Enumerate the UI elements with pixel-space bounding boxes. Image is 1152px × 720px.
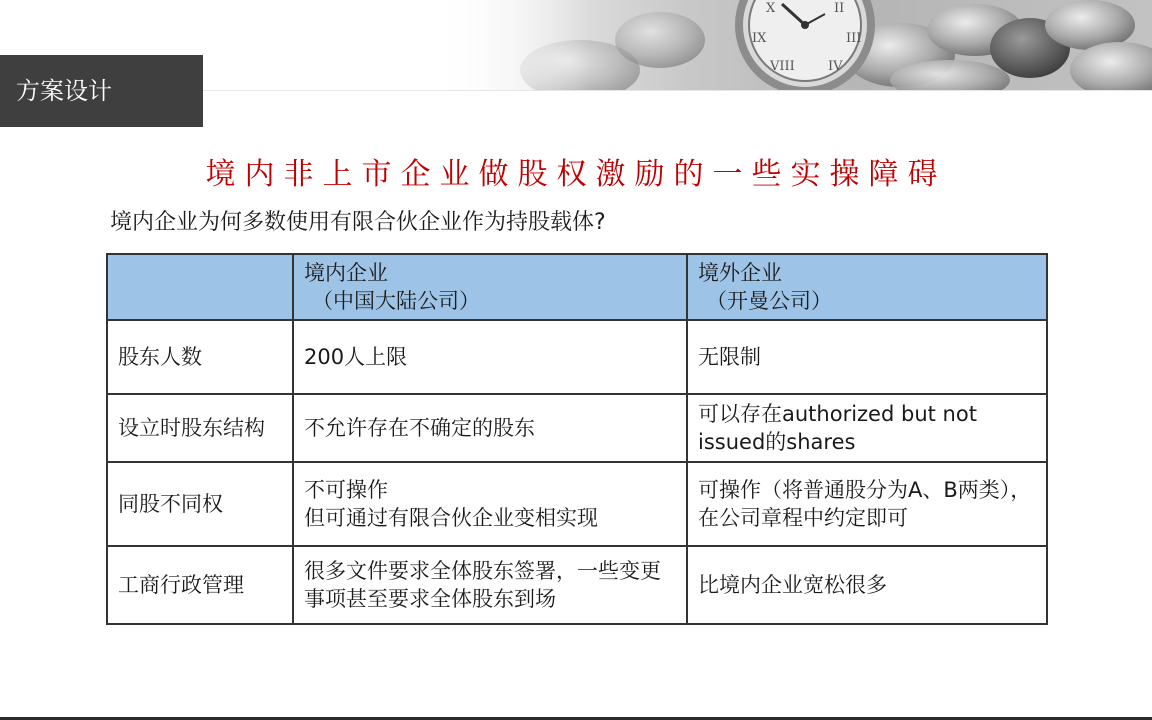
- table-row: [107, 546, 1047, 624]
- section-tab: [0, 55, 203, 127]
- offshore-cell: [687, 462, 1047, 546]
- table-row: [107, 462, 1047, 546]
- header-offshore-title: 境外企业: [698, 261, 782, 285]
- offshore-text: 比境内企业宽松很多: [698, 573, 887, 597]
- domestic-text: 但可通过有限合伙企业变相实现: [304, 506, 598, 530]
- svg-text:III: III: [846, 31, 862, 46]
- header-cell-offshore: [687, 254, 1047, 320]
- offshore-text: 可以存在authorized but not issued的shares: [698, 402, 977, 454]
- domestic-text: 不允许存在不确定的股东: [304, 416, 535, 440]
- svg-text:IV: IV: [828, 59, 843, 74]
- domestic-cell: [293, 546, 687, 624]
- offshore-cell: [687, 546, 1047, 624]
- domestic-text: 200人上限: [304, 345, 408, 369]
- table-header-row: [107, 254, 1047, 320]
- offshore-cell: [687, 320, 1047, 394]
- domestic-text: 不可操作: [304, 478, 388, 502]
- offshore-text: 可操作（将普通股分为A、B两类），在公司章程中约定即可: [698, 478, 1032, 530]
- row-label: 工商行政管理: [107, 546, 293, 624]
- header-domestic-subtitle: （中国大陆公司）: [312, 289, 480, 313]
- header-cell-empty: [107, 254, 293, 320]
- table-row: [107, 320, 1047, 394]
- slide-title: 境内非上市企业做股权激励的一些实操障碍: [205, 157, 947, 192]
- row-label: 同股不同权: [107, 462, 293, 546]
- svg-text:II: II: [834, 1, 845, 16]
- row-label: 设立时股东结构: [107, 394, 293, 462]
- header-banner-image: [430, 0, 1152, 90]
- offshore-text: 无限制: [698, 345, 761, 369]
- svg-text:IX: IX: [752, 31, 767, 46]
- header-domestic-title: 境内企业: [304, 261, 388, 285]
- domestic-cell: [293, 320, 687, 394]
- header-divider: [203, 90, 1152, 91]
- offshore-cell: [687, 394, 1047, 462]
- svg-text:X: X: [766, 1, 776, 16]
- banner-fade: [430, 0, 590, 90]
- header-offshore-subtitle: （开曼公司）: [706, 289, 832, 313]
- question-text: 境内企业为何多数使用有限合伙企业作为持股载体?: [110, 210, 606, 235]
- domestic-text: 很多文件要求全体股东签署，一些变更事项甚至要求全体股东到场: [304, 559, 661, 611]
- svg-text:VIII: VIII: [770, 59, 795, 74]
- table-row: [107, 394, 1047, 462]
- comparison-table: [106, 253, 1048, 625]
- domestic-cell: [293, 394, 687, 462]
- header-cell-domestic: [293, 254, 687, 320]
- section-tab-label: 方案设计: [16, 77, 112, 105]
- domestic-cell: [293, 462, 687, 546]
- row-label: 股东人数: [107, 320, 293, 394]
